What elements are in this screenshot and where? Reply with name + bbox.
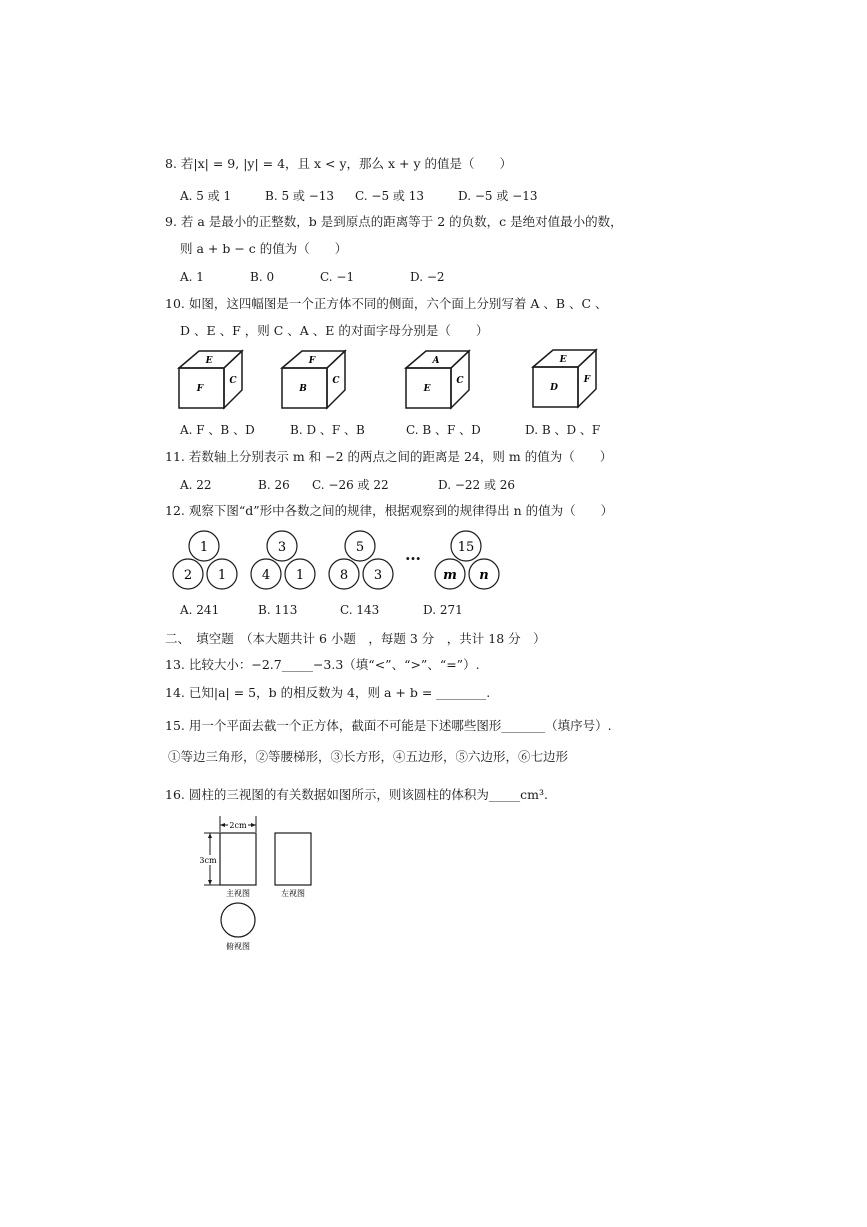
circle-group-1 — [170, 530, 242, 592]
q12-option-c: C. 143 — [340, 603, 380, 617]
cube-2-right-label: C — [332, 376, 340, 386]
cube-4-right-label: F — [583, 375, 591, 385]
cube-figure-4 — [530, 347, 600, 411]
q9-stem-line2: 则 a + b − c 的值为（ ） — [180, 241, 348, 256]
q10-stem-line1: 10. 如图，这四幅图是一个正方体不同的侧面，六个面上分别写着 A 、B 、C 、 — [165, 296, 608, 311]
q12-option-b: B. 113 — [258, 603, 298, 617]
cube-figure-3 — [403, 348, 473, 412]
q12-option-a: A. 241 — [180, 603, 220, 617]
circle-group-3-top: 5 — [355, 540, 365, 555]
circle-group-3 — [326, 530, 398, 592]
q8-option-a: A. 5 或 1 — [180, 189, 232, 203]
cube-1-front-label: F — [196, 384, 204, 394]
q12-stem: 12. 观察下图“d”形中各数之间的规律，根据观察到的规律得出 n 的值为（ ） — [165, 503, 614, 518]
q11-option-c: C. −26 或 22 — [312, 478, 389, 492]
cube-4-front-label: D — [550, 383, 558, 393]
left-view-label: 左视图 — [281, 889, 305, 898]
cube-figure-2 — [279, 348, 349, 412]
cube-1-top-label: E — [205, 356, 213, 366]
cube-4-top-label: E — [559, 355, 567, 365]
front-view-label: 主视图 — [226, 889, 250, 898]
q13-stem: 13. 比较大小：−2.7_____−3.3（填“<”、“>”、“=”）. — [165, 657, 480, 672]
q9-option-b: B. 0 — [250, 270, 275, 284]
cube-3-front-label: E — [423, 384, 431, 394]
q11-option-b: B. 26 — [258, 478, 290, 492]
cube-1-right-label: C — [229, 376, 237, 386]
q9-option-a: A. 1 — [180, 270, 204, 284]
q16-stem: 16. 圆柱的三视图的有关数据如图所示，则该圆柱的体积为_____cm³. — [165, 787, 548, 802]
q15-stem-line2: ①等边三角形，②等腰梯形，③长方形，④五边形，⑤六边形，⑥七边形 — [168, 749, 569, 764]
q11-stem: 11. 若数轴上分别表示 m 和 −2 的两点之间的距离是 24，则 m 的值为（ ） — [165, 449, 613, 464]
q8-option-d: D. −5 或 −13 — [458, 189, 538, 203]
q9-option-c: C. −1 — [320, 270, 355, 284]
q15-stem-line1: 15. 用一个平面去截一个正方体，截面不可能是下述哪些图形_______（填序号）. — [165, 718, 612, 733]
cube-2-front-label: B — [299, 384, 307, 394]
top-view-label: 俯视图 — [226, 942, 250, 951]
circle-group-2-top: 3 — [277, 540, 287, 555]
q10-stem-line2: D 、E 、F ，则 C 、A 、E 的对面字母分别是（ ） — [180, 323, 489, 338]
q10-option-d: D. B 、D 、F — [525, 423, 601, 437]
cube-figure-1 — [176, 348, 246, 412]
circle-group-4-left: m — [443, 568, 457, 583]
q10-option-c: C. B 、F 、D — [406, 423, 481, 437]
cube-3-right-label: C — [456, 376, 464, 386]
circle-group-4 — [432, 530, 504, 592]
q8-stem: 8. 若|x| = 9, |y| = 4，且 x < y，那么 x + y 的值是（ ） — [165, 156, 513, 171]
q11-option-a: A. 22 — [180, 478, 212, 492]
q10-option-b: B. D 、F 、B — [290, 423, 365, 437]
q10-option-a: A. F 、B 、D — [180, 423, 255, 437]
circle-group-3-left: 8 — [339, 568, 349, 583]
circle-group-2-left: 4 — [261, 568, 271, 583]
q9-option-d: D. −2 — [410, 270, 445, 284]
circle-group-1-right: 1 — [217, 568, 227, 583]
q8-option-c: C. −5 或 13 — [355, 189, 424, 203]
height-dimension-label: 3cm — [199, 856, 217, 865]
circle-group-2-right: 1 — [295, 568, 305, 583]
q8-option-b: B. 5 或 −13 — [265, 189, 335, 203]
circle-group-4-top: 15 — [457, 540, 475, 555]
cube-2-top-label: F — [308, 356, 316, 366]
q11-option-d: D. −22 或 26 — [438, 478, 516, 492]
circle-group-1-left: 2 — [183, 568, 193, 583]
circle-group-1-top: 1 — [199, 540, 209, 555]
section-2-heading: 二、 填空题 （本大题共计 6 小题 ，每题 3 分 ，共计 18 分 ） — [165, 631, 546, 646]
circle-group-4-right: n — [479, 568, 489, 583]
circle-group-3-right: 3 — [373, 568, 383, 583]
q14-stem: 14. 已知|a| = 5，b 的相反数为 4，则 a + b = ________. — [165, 685, 491, 700]
width-dimension-label: 2cm — [229, 821, 247, 830]
q9-stem-line1: 9. 若 a 是最小的正整数，b 是到原点的距离等于 2 的负数，c 是绝对值最小的数， — [165, 214, 623, 229]
q12-option-d: D. 271 — [423, 603, 463, 617]
cube-3-top-label: A — [432, 356, 440, 366]
cylinder-three-views — [192, 812, 322, 958]
circle-group-2 — [248, 530, 320, 592]
circle-ellipsis: … — [405, 545, 421, 564]
